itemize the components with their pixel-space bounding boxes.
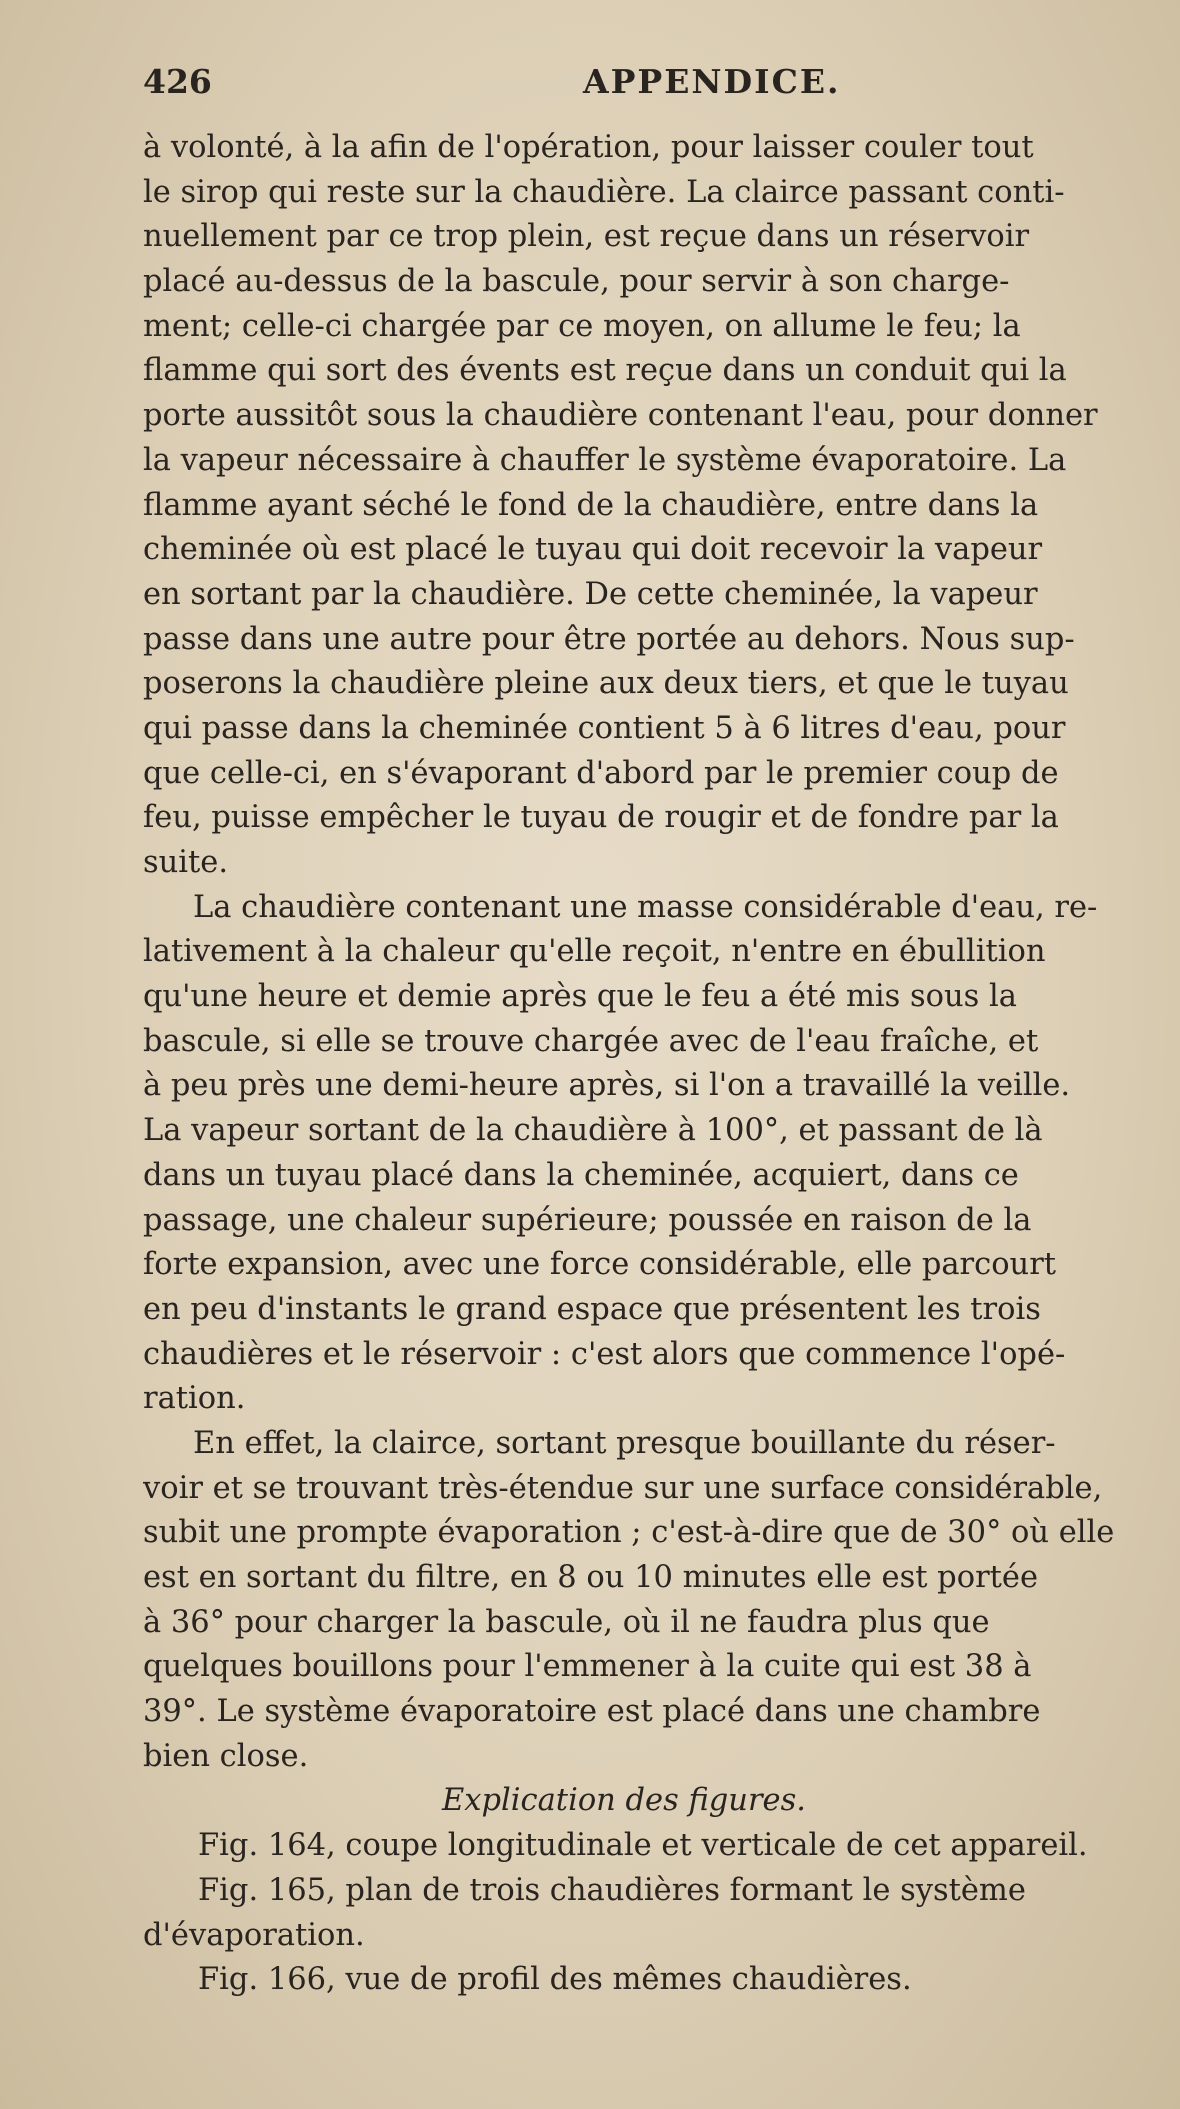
text-line: passage, une chaleur supérieure; poussée en raison de la [143, 1202, 1032, 1238]
section-heading: Explication des figures. [442, 1783, 806, 1819]
text-line: à peu près une demi-heure après, si l'on a travaillé la veille. [143, 1068, 1071, 1104]
text-line: nuellement par ce trop plein, est reçue dans un réservoir [143, 219, 1030, 255]
text-line: ment; celle-ci chargée par ce moyen, on allume le feu; la [143, 308, 1021, 344]
text-line: bascule, si elle se trouve chargée avec de l'eau fraîche, et [143, 1023, 1039, 1059]
text-line: placé au-dessus de la bascule, pour servir à son charge- [143, 264, 1010, 300]
text-line: voir et se trouvant très-étendue sur une surface considérable, [143, 1470, 1103, 1506]
text-line: La vapeur sortant de la chaudière à 100°, et passant de là [143, 1113, 1043, 1149]
text-line: forte expansion, avec une force considérable, elle parcourt [143, 1247, 1057, 1283]
page-header [143, 62, 1163, 112]
text-line: à 36° pour charger la bascule, où il ne faudra plus que [143, 1604, 990, 1640]
text-line: la vapeur nécessaire à chauffer le système évaporatoire. La [143, 442, 1067, 478]
text-line: d'évaporation. [143, 1917, 365, 1953]
text-line: en sortant par la chaudière. De cette cheminée, la vapeur [143, 576, 1038, 612]
paragraph-start-line: La chaudière contenant une masse considérable d'eau, re- [193, 889, 1098, 925]
figure-caption: Fig. 164, coupe longitudinale et verticale de cet appareil. [198, 1828, 1088, 1864]
text-line: quelques bouillons pour l'emmener à la cuite qui est 38 à [143, 1649, 1032, 1685]
text-line: en peu d'instants le grand espace que présentent les trois [143, 1291, 1041, 1327]
page-number: 426 [143, 62, 212, 101]
text-line: ration. [143, 1381, 246, 1417]
text-line: flamme qui sort des évents est reçue dans un conduit qui la [143, 353, 1067, 389]
text-line: poserons la chaudière pleine aux deux tiers, et que le tuyau [143, 666, 1069, 702]
text-line: lativement à la chaleur qu'elle reçoit, n'entre en ébullition [143, 934, 1046, 970]
text-line: dans un tuyau placé dans la cheminée, acquiert, dans ce [143, 1157, 1019, 1193]
figure-caption: Fig. 165, plan de trois chaudières formant le système [198, 1872, 1026, 1908]
text-line: bien close. [143, 1738, 309, 1774]
text-line: à volonté, à la afin de l'opération, pour laisser couler tout [143, 130, 1034, 165]
text-line: subit une prompte évaporation ; c'est-à-dire que de 30° où elle [143, 1515, 1115, 1551]
text-line: suite. [143, 845, 229, 880]
text-line: flamme ayant séché le fond de la chaudière, entre dans la [143, 487, 1039, 523]
text-line: passe dans une autre pour être portée au dehors. Nous sup- [143, 621, 1075, 657]
body-text [143, 126, 1175, 2003]
text-line: porte aussitôt sous la chaudière contenant l'eau, pour donner [143, 398, 1098, 434]
text-line: qui passe dans la cheminée contient 5 à 6 litres d'eau, pour [143, 710, 1066, 746]
text-line: 39°. Le système évaporatoire est placé dans une chambre [143, 1694, 1041, 1730]
text-line: chaudières et le réservoir : c'est alors que commence l'opé- [143, 1336, 1066, 1372]
text-line: cheminée où est placé le tuyau qui doit recevoir la vapeur [143, 532, 1043, 568]
running-head: APPENDICE. [583, 62, 841, 101]
text-line: feu, puisse empêcher le tuyau de rougir et de fondre par la [143, 800, 1059, 836]
text-line: que celle-ci, en s'évaporant d'abord par le premier coup de [143, 755, 1059, 791]
text-line: qu'une heure et demie après que le feu a été mis sous la [143, 979, 1017, 1015]
paragraph-start-line: En effet, la clairce, sortant presque bouillante du réser- [193, 1425, 1056, 1461]
text-line: le sirop qui reste sur la chaudière. La clairce passant conti- [143, 174, 1065, 210]
figure-caption: Fig. 166, vue de profil des mêmes chaudières. [198, 1962, 912, 1998]
text-line: est en sortant du filtre, en 8 ou 10 minutes elle est portée [143, 1560, 1038, 1595]
